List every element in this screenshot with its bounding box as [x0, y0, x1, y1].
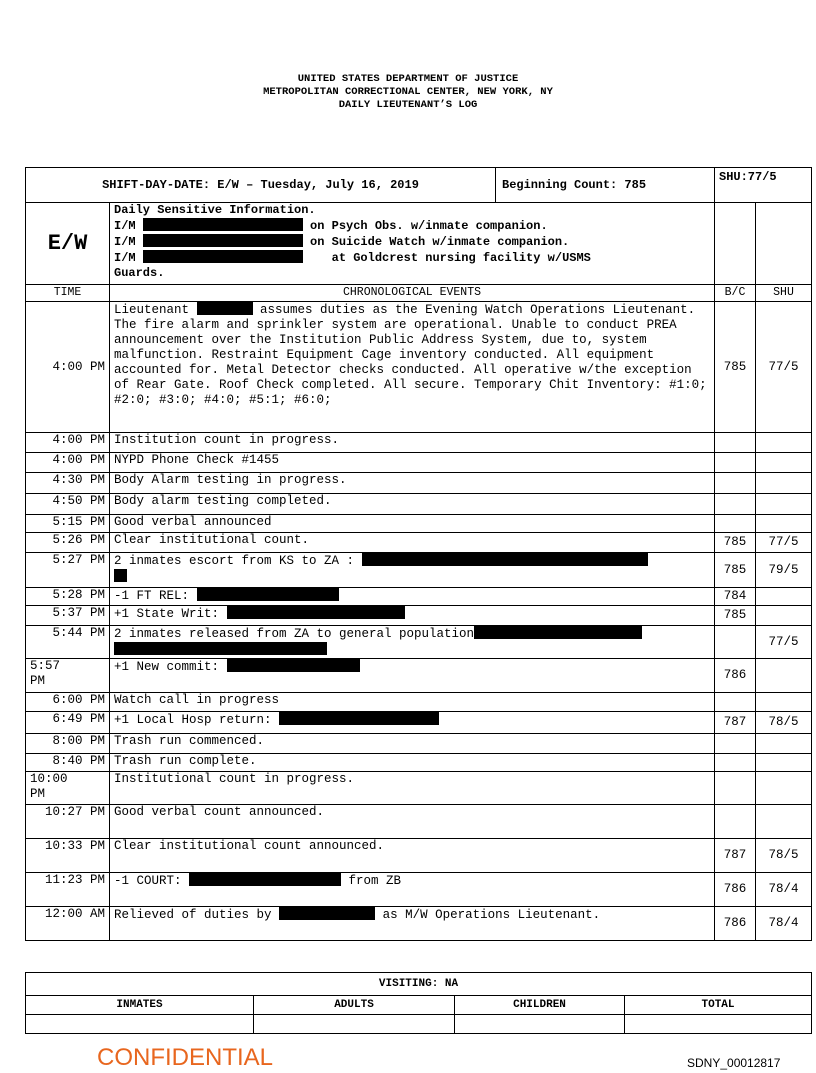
entry-time: 6:00 PM — [26, 693, 110, 712]
table-row — [26, 659, 812, 693]
entry-event: Trash run complete. — [110, 754, 715, 772]
entry-shu: 77/5 — [756, 302, 812, 433]
entry-time: 4:00 PM — [26, 433, 110, 453]
entry-shu — [756, 588, 812, 606]
entry-event: Lieutenant assumes duties as the Evening Watch Operations Lieutenant. The fire alarm and sprinkler system are operational. Unable to conduct PREA announcement over the Institution Public Address System, due to, system malfunction. Restraint Equipment Cage inventory conducted. All equipment accounted for. Metal Detector checks conducted. All operative w/the exception of Rear Gate. Roof Check completed. All secure. Temporary Chit Inventory: #1:0; #2:0; #3:0; #4:0; #5:1; #6:0; — [110, 302, 715, 433]
table-row — [26, 873, 812, 907]
entry-bc — [715, 772, 756, 805]
redaction — [474, 626, 642, 639]
shift-day-date: SHIFT-DAY-DATE: E/W – Tuesday, July 16, 2019 — [102, 177, 419, 192]
redaction — [227, 606, 405, 619]
entry-event: Body Alarm testing in progress. — [110, 473, 715, 494]
entry-time: 5:57 PM — [26, 659, 110, 693]
entry-time: 10:27 PM — [26, 805, 110, 839]
header-facility: METROPOLITAN CORRECTIONAL CENTER, NEW YORK, NY — [263, 86, 553, 98]
entry-event: NYPD Phone Check #1455 — [110, 453, 715, 473]
header-log-title: DAILY LIEUTENANT’S LOG — [338, 99, 478, 111]
col-time: TIME — [26, 285, 110, 302]
entry-bc — [715, 453, 756, 473]
entry-event: Relieved of duties by as M/W Operations Lieutenant. — [110, 907, 715, 941]
entry-shu: 78/4 — [756, 907, 812, 941]
entry-shu — [756, 754, 812, 772]
entry-bc: 785 — [715, 533, 756, 553]
entry-shu — [756, 805, 812, 839]
visiting-title: VISITING: NA — [26, 973, 812, 996]
entry-time: 4:30 PM — [26, 473, 110, 494]
redaction — [362, 553, 648, 566]
entry-bc — [715, 693, 756, 712]
redaction — [114, 642, 327, 655]
redaction — [189, 873, 341, 886]
table-row — [26, 553, 812, 588]
visiting-table — [25, 972, 812, 1034]
table-row — [26, 907, 812, 941]
entry-bc — [715, 734, 756, 754]
redaction — [143, 234, 303, 247]
entry-bc: 786 — [715, 873, 756, 907]
entry-bc: 787 — [715, 712, 756, 734]
sensitive-row — [26, 203, 812, 285]
visiting-values-row — [26, 1015, 812, 1034]
sensitive-text: at Goldcrest nursing facility w/USMS — [331, 251, 591, 265]
entry-time: 5:15 PM — [26, 515, 110, 533]
entry-bc: 785 — [715, 606, 756, 626]
entry-event: Good verbal announced — [110, 515, 715, 533]
confidential-stamp: CONFIDENTIAL — [97, 1044, 274, 1071]
col-bc: B/C — [715, 285, 756, 302]
entry-bc: 786 — [715, 659, 756, 693]
entry-time: 6:49 PM — [26, 712, 110, 734]
col-shu: SHU — [756, 285, 812, 302]
entry-bc — [715, 754, 756, 772]
table-row — [26, 433, 812, 453]
entry-time: 12:00 AM — [26, 907, 110, 941]
table-row — [26, 734, 812, 754]
visiting-col-adults: ADULTS — [254, 996, 455, 1015]
table-row — [26, 772, 812, 805]
entry-bc — [715, 473, 756, 494]
entry-shu — [756, 693, 812, 712]
entry-shu — [756, 473, 812, 494]
entry-bc — [715, 515, 756, 533]
visiting-col-children: CHILDREN — [455, 996, 625, 1015]
shift-code: E/W — [26, 203, 110, 285]
sensitive-info — [110, 203, 715, 285]
entry-event: Institution count in progress. — [110, 433, 715, 453]
redaction — [279, 712, 439, 725]
entry-time: 5:28 PM — [26, 588, 110, 606]
daily-log-table — [25, 167, 812, 941]
table-row — [26, 839, 812, 873]
entry-time: 5:37 PM — [26, 606, 110, 626]
entry-time: 4:50 PM — [26, 494, 110, 515]
entry-time: 10:00 PM — [26, 772, 110, 805]
sensitive-prefix: I/M — [114, 235, 136, 249]
entry-bc: 785 — [715, 302, 756, 433]
visiting-title-row — [26, 973, 812, 996]
entry-event: +1 New commit: — [110, 659, 715, 693]
entry-time: 4:00 PM — [26, 453, 110, 473]
entry-event: Clear institutional count. — [110, 533, 715, 553]
entry-bc — [715, 433, 756, 453]
visiting-header-row — [26, 996, 812, 1015]
table-row — [26, 693, 812, 712]
sensitive-text: on Suicide Watch w/inmate companion. — [310, 235, 570, 249]
entry-event: Body alarm testing completed. — [110, 494, 715, 515]
entry-shu — [756, 515, 812, 533]
shu-count: SHU:77/5 — [715, 168, 812, 203]
entry-shu — [756, 494, 812, 515]
redaction — [227, 659, 360, 672]
sensitive-text: on Psych Obs. w/inmate companion. — [310, 219, 548, 233]
entry-event: Trash run commenced. — [110, 734, 715, 754]
table-row — [26, 712, 812, 734]
sensitive-title: Daily Sensitive Information. — [114, 203, 316, 217]
bates-number: SDNY_00012817 — [687, 1056, 781, 1070]
shift-row — [26, 168, 812, 203]
entry-time: 4:00 PM — [26, 302, 110, 433]
entry-shu — [756, 433, 812, 453]
visiting-col-inmates: INMATES — [26, 996, 254, 1015]
entry-shu — [756, 606, 812, 626]
entry-event: Good verbal count announced. — [110, 805, 715, 839]
entry-bc: 784 — [715, 588, 756, 606]
table-row — [26, 515, 812, 533]
redaction — [197, 302, 253, 315]
entry-bc — [715, 805, 756, 839]
redaction — [197, 588, 339, 601]
sensitive-prefix: I/M — [114, 219, 136, 233]
col-events: CHRONOLOGICAL EVENTS — [110, 285, 715, 302]
entry-event: +1 State Writ: — [110, 606, 715, 626]
table-row — [26, 453, 812, 473]
redaction — [279, 907, 375, 920]
entry-shu: 77/5 — [756, 626, 812, 659]
entry-time: 5:27 PM — [26, 553, 110, 588]
entry-shu — [756, 734, 812, 754]
table-row — [26, 494, 812, 515]
table-row — [26, 754, 812, 772]
table-row — [26, 805, 812, 839]
entry-shu: 78/5 — [756, 712, 812, 734]
entry-event: -1 FT REL: — [110, 588, 715, 606]
beginning-count: Beginning Count: 785 — [495, 168, 646, 202]
entry-event: Watch call in progress — [110, 693, 715, 712]
entry-event: Institutional count in progress. — [110, 772, 715, 805]
entry-shu: 78/4 — [756, 873, 812, 907]
visiting-col-total: TOTAL — [625, 996, 812, 1015]
entry-bc — [715, 626, 756, 659]
table-row — [26, 473, 812, 494]
entry-shu: 79/5 — [756, 553, 812, 588]
entry-bc: 787 — [715, 839, 756, 873]
entry-time: 11:23 PM — [26, 873, 110, 907]
redaction — [143, 218, 303, 231]
entry-bc: 785 — [715, 553, 756, 588]
table-row — [26, 533, 812, 553]
table-row — [26, 606, 812, 626]
table-row — [26, 588, 812, 606]
entry-shu — [756, 453, 812, 473]
entry-event: 2 inmates escort from KS to ZA : — [110, 553, 715, 588]
entry-time: 10:33 PM — [26, 839, 110, 873]
table-row — [26, 302, 812, 433]
entry-time: 8:40 PM — [26, 754, 110, 772]
entry-time: 8:00 PM — [26, 734, 110, 754]
entry-shu — [756, 659, 812, 693]
entry-event: Clear institutional count announced. — [110, 839, 715, 873]
redaction — [143, 250, 303, 263]
sensitive-prefix: I/M — [114, 251, 136, 265]
entry-shu: 77/5 — [756, 533, 812, 553]
column-header-row — [26, 285, 812, 302]
sensitive-tail: Guards. — [114, 266, 165, 280]
entry-event: +1 Local Hosp return: — [110, 712, 715, 734]
entry-event: -1 COURT: from ZB — [110, 873, 715, 907]
entry-shu — [756, 772, 812, 805]
entry-time: 5:26 PM — [26, 533, 110, 553]
entry-time: 5:44 PM — [26, 626, 110, 659]
entry-bc: 786 — [715, 907, 756, 941]
redaction — [114, 569, 127, 582]
document-header — [0, 73, 816, 112]
header-agency: UNITED STATES DEPARTMENT OF JUSTICE — [297, 73, 519, 85]
entry-bc — [715, 494, 756, 515]
table-row — [26, 626, 812, 659]
entry-shu: 78/5 — [756, 839, 812, 873]
entry-event: 2 inmates released from ZA to general population — [110, 626, 715, 659]
